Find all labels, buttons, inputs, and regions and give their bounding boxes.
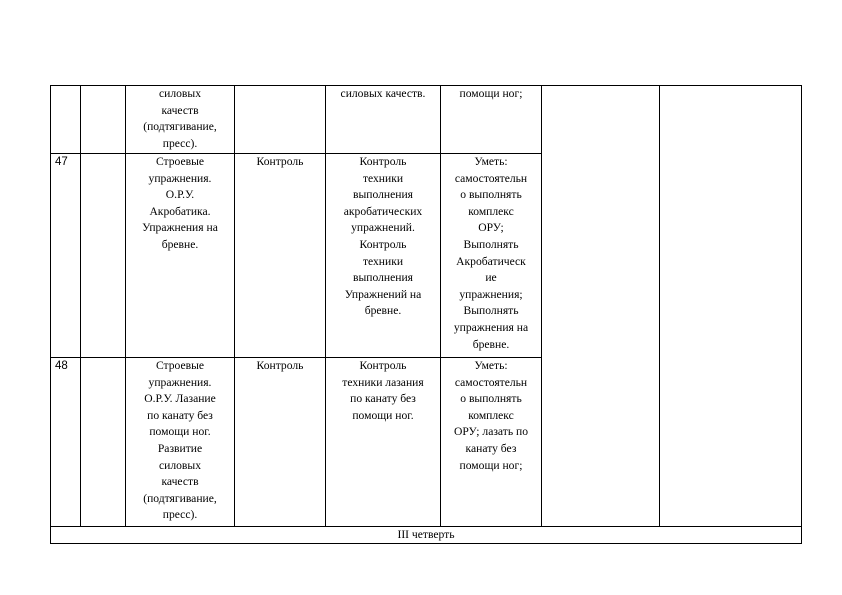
cell-text-line: качеств <box>161 103 199 117</box>
cell-text-line: по канату без <box>350 392 416 406</box>
cell-text-line: бревне. <box>472 337 510 351</box>
topic-cell <box>126 154 235 358</box>
cell-text-line: Контроль <box>359 155 407 168</box>
cell-text-line: Контроль <box>359 359 407 372</box>
cell-text-line: о выполнять <box>460 188 522 202</box>
cell-text-line: упражнения. <box>148 171 212 185</box>
cell-text-line: пресс). <box>162 508 198 522</box>
lesson-type: Контроль <box>235 358 326 527</box>
lesson-number: 47 <box>51 154 81 358</box>
cell-text-line: помощи ног; <box>459 87 523 100</box>
cell-text-line: бревне. <box>364 304 402 318</box>
cell-text-line: Контроль <box>359 237 407 251</box>
cell-text-line: техники <box>362 171 404 185</box>
cell-text-line: ОРУ; лазать по <box>453 425 529 439</box>
cell-text-line: Уметь: <box>474 359 508 372</box>
cell-text-line: пресс). <box>162 136 198 150</box>
cell-text-line: упражнения. <box>148 375 212 389</box>
cell-text-line: по канату без <box>147 408 213 422</box>
cell-text-line: Строевые <box>155 155 205 168</box>
requirements-cell <box>441 86 542 154</box>
cell-text-line: Развитие <box>157 441 203 455</box>
cell-text-line: комплекс <box>468 204 514 218</box>
cell-text-line: (подтягивание, <box>143 120 217 134</box>
type-cell <box>235 86 326 154</box>
blank-cell <box>81 358 126 527</box>
blank-cell <box>81 86 126 154</box>
cell-text-line: упражнения на <box>453 320 529 334</box>
requirements-cell <box>441 358 542 527</box>
elements-cell <box>326 86 441 154</box>
cell-text-line: Упражнений на <box>344 287 422 301</box>
cell-text-line: силовых качеств. <box>340 87 426 100</box>
cell-text-line: канату без <box>465 441 517 455</box>
lesson-plan-table <box>50 85 802 544</box>
cell-text-line: техники лазания <box>342 375 424 389</box>
cell-text-line: силовых <box>159 87 201 100</box>
cell-text-line: Акробатика. <box>149 204 211 218</box>
cell-text-line: выполнения <box>353 188 413 202</box>
cell-text-line: помощи ног. <box>352 408 414 422</box>
cell-text-line: техники <box>362 254 404 268</box>
cell-text-line: о выполнять <box>460 392 522 406</box>
blank-cell <box>660 86 802 527</box>
cell-text-line: ие <box>485 271 497 285</box>
elements-cell <box>326 358 441 527</box>
cell-text-line: выполнения <box>353 271 413 285</box>
lesson-type: Контроль <box>235 154 326 358</box>
topic-cell <box>126 86 235 154</box>
cell-text-line: упражнений. <box>351 221 415 235</box>
cell-text-line: бревне. <box>161 237 199 251</box>
elements-cell <box>326 154 441 358</box>
requirements-cell <box>441 154 542 358</box>
cell-text-line: Уметь: <box>474 155 508 168</box>
cell-text-line: Упражнения на <box>142 221 218 235</box>
cell-text-line: упражнения; <box>459 287 523 301</box>
cell-text-line: ОРУ; <box>478 221 504 235</box>
cell-text-line: Акробатическ <box>456 254 526 268</box>
blank-cell <box>81 154 126 358</box>
cell-text-line: комплекс <box>468 408 514 422</box>
cell-text-line: помощи ног; <box>459 458 523 472</box>
cell-text-line: О.Р.У. <box>165 188 195 202</box>
cell-text-line: Выполнять <box>463 304 519 318</box>
cell-text-line: силовых <box>159 458 201 472</box>
topic-cell <box>126 358 235 527</box>
lesson-number: 48 <box>51 358 81 527</box>
quarter-heading: III четверть <box>51 527 802 544</box>
number-cell <box>51 86 81 154</box>
cell-text-line: самостоятельн <box>454 375 528 389</box>
table-row-continuation <box>51 86 802 154</box>
cell-text-line: (подтягивание, <box>143 491 217 505</box>
blank-cell <box>542 86 660 527</box>
cell-text-line: акробатических <box>343 204 423 218</box>
cell-text-line: помощи ног. <box>149 425 211 439</box>
cell-text-line: качеств <box>161 475 199 489</box>
cell-text-line: Строевые <box>155 359 205 372</box>
quarter-row <box>51 527 802 544</box>
cell-text-line: Выполнять <box>463 237 519 251</box>
cell-text-line: О.Р.У. Лазание <box>144 392 216 406</box>
cell-text-line: самостоятельн <box>454 171 528 185</box>
